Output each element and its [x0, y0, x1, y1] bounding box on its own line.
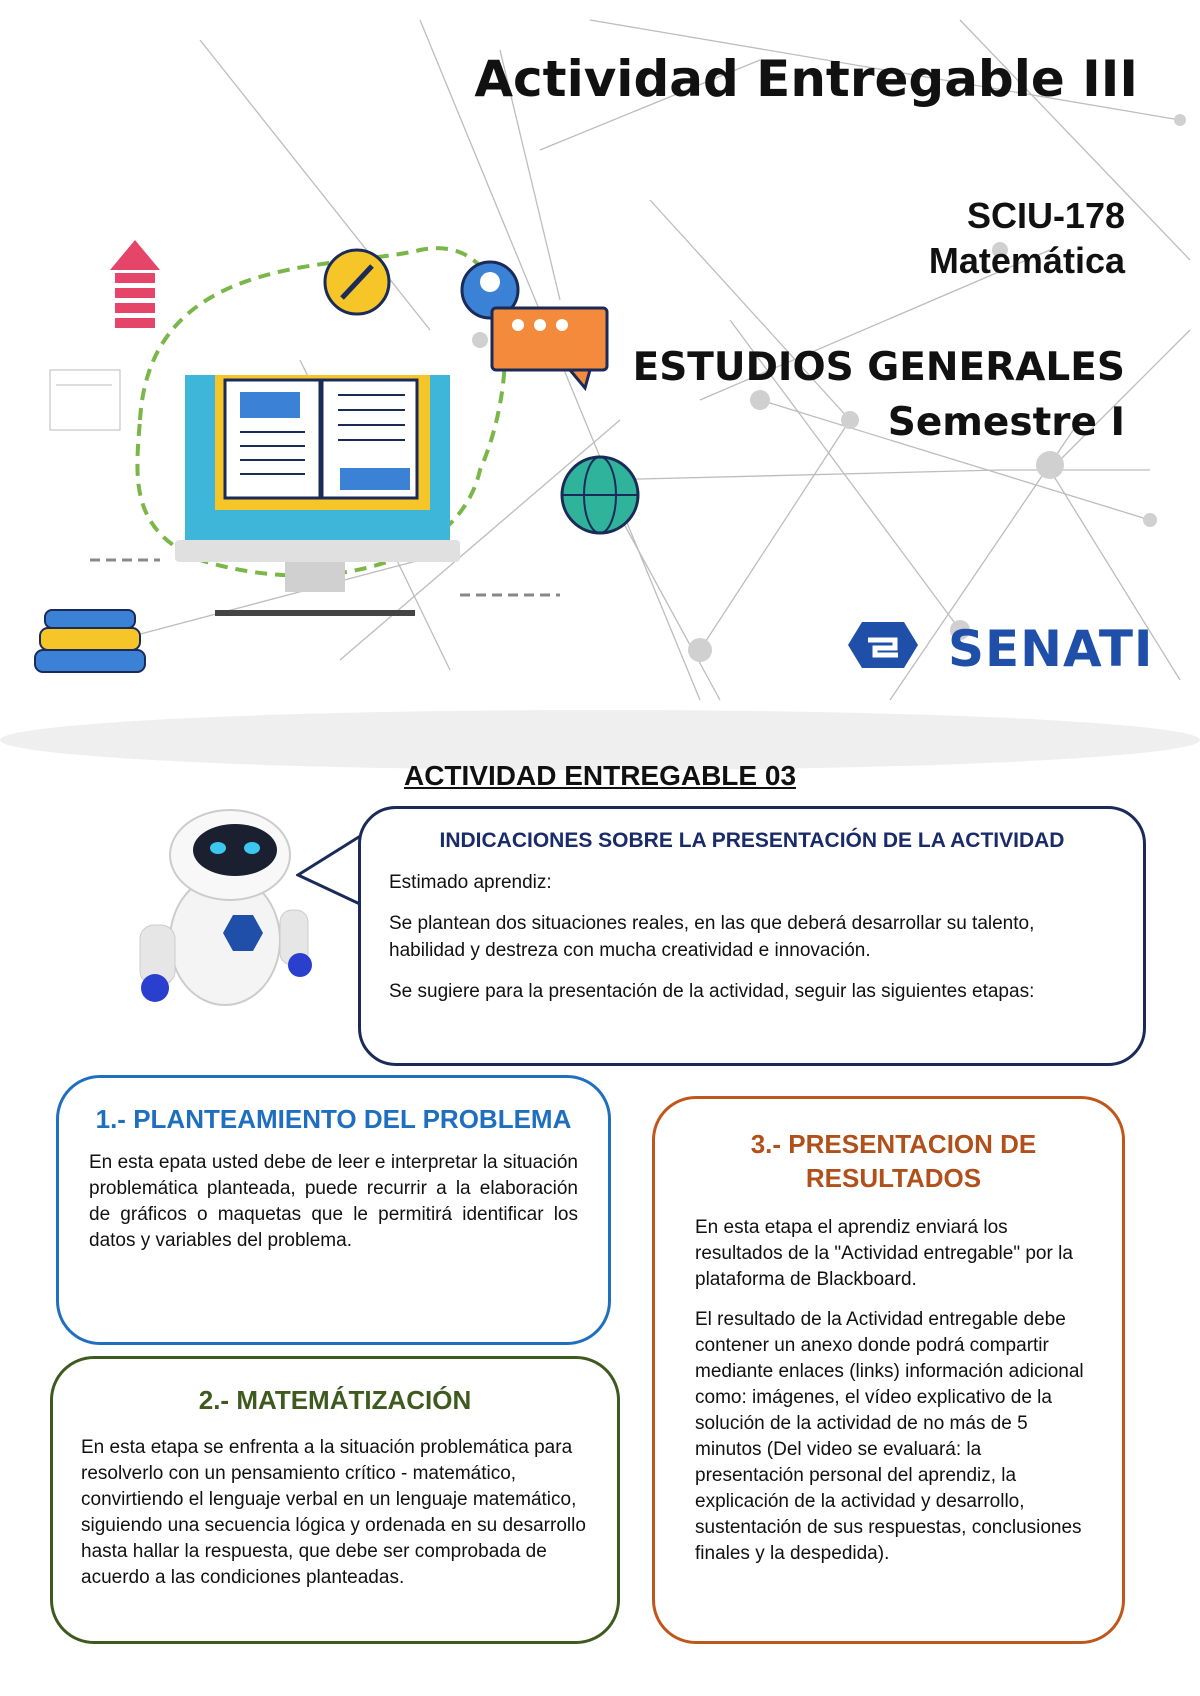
indications-box: [358, 806, 1146, 1066]
semester-label: Semestre I: [887, 400, 1125, 445]
activity-title: ACTIVIDAD ENTREGABLE 03: [403, 760, 797, 791]
course-code: SCIU-178: [966, 195, 1125, 236]
stage-2-heading: 2.- MATEMÁTIZACIÓN: [198, 1385, 472, 1415]
senati-logo: SENATI: [948, 620, 1154, 678]
stage-2-card: [50, 1356, 620, 1644]
document-title: Actividad Entregable III: [474, 50, 1138, 108]
stage-3-card: [652, 1096, 1125, 1644]
stage-2-body: En esta etapa se enfrenta a la situación problemática para resolverlo con un pensamiento crítico - matemático, convirtiendo el lenguaje verbal en un lenguaje matemático, siguiendo una secuencia lógica y ordenada en su desarrollo hasta hallar la respuesta, que debe ser comprobada de acuerdo a las condiciones planteadas.: [81, 1437, 586, 1588]
speech-pointer: [296, 830, 366, 920]
indications-greeting: Estimado aprendiz:: [389, 872, 552, 893]
stage-1-card: [56, 1075, 611, 1345]
department-name: ESTUDIOS GENERALES: [632, 345, 1125, 390]
course-subject: Matemática: [928, 240, 1125, 281]
stage-3-body-1: En esta etapa el aprendiz enviará los resultados de la "Actividad entregable" por la plataforma de Blackboard.: [695, 1217, 1073, 1290]
indications-paragraph-1: Se plantean dos situaciones reales, en las que deberá desarrollar su talento, habilidad y destreza con mucha creatividad e innovación.: [389, 913, 1035, 961]
stage-3-heading: 3.- PRESENTACION DE RESULTADOS: [750, 1129, 1037, 1193]
indications-paragraph-2: Se sugiere para la presentación de la actividad, seguir las siguientes etapas:: [389, 981, 1035, 1002]
stage-3-body-2: El resultado de la Actividad entregable debe contener un anexo donde podrá compartir mediante enlaces (links) información adicional como: imágenes, el vídeo explicativo de la solución de la actividad de no más de 5 minutos (Del video se evaluará: la presentación personal del aprendiz, la explicación de la actividad y desarrollo, sustentación de sus respuestas, conclusiones finales y la despedida).: [695, 1309, 1084, 1564]
indications-heading: INDICACIONES SOBRE LA PRESENTACIÓN DE LA ACTIVIDAD: [439, 829, 1065, 852]
stage-1-body: En esta epata usted debe de leer e interpretar la situación problemática planteada, puede recurrir a la elaboración de gráficos o maquetas que le permitirá identificar los datos y variables del problema.: [89, 1152, 578, 1251]
stage-1-heading: 1.- PLANTEAMIENTO DEL PROBLEMA: [95, 1104, 572, 1134]
